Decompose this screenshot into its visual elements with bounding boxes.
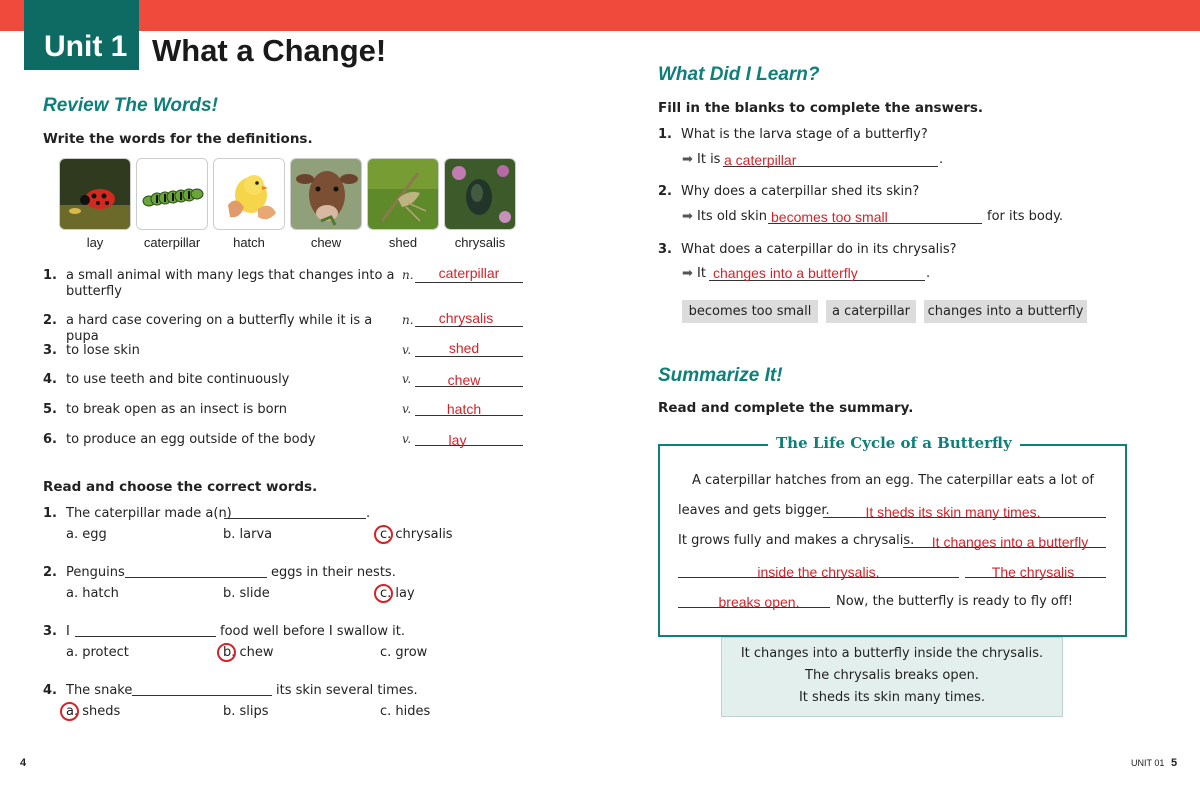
question-blank — [125, 577, 267, 578]
selected-answer-circle — [374, 584, 393, 603]
definition-number: 3. — [43, 343, 57, 358]
learn-question: What is the larva stage of a butterfly? — [681, 127, 928, 142]
word-bank-chip: changes into a butterfly — [924, 300, 1087, 323]
learn-answer-prefix: Its old skin — [697, 209, 767, 224]
word-label-caterpillar: caterpillar — [143, 235, 201, 250]
learn-answer-suffix: . — [939, 152, 944, 167]
review-instruction: Write the words for the definitions. — [43, 131, 313, 147]
option-a[interactable]: a. hatch — [66, 586, 119, 601]
arrow-icon: ➡ — [682, 152, 693, 167]
shed-skin-photo — [367, 158, 439, 230]
question-blank — [75, 636, 216, 637]
option-b[interactable]: b. chew — [223, 645, 274, 660]
footer-unit-label: UNIT 01 — [1131, 758, 1165, 768]
review-heading: Review The Words! — [43, 95, 218, 116]
question-text-end: food well before I swallow it. — [220, 624, 405, 639]
summary-title: The Life Cycle of a Butterfly — [768, 434, 1020, 452]
question-blank — [224, 518, 366, 519]
learn-answer: a caterpillar — [724, 152, 797, 168]
definition-text: to use teeth and bite continuously — [66, 372, 290, 387]
answer-blank — [415, 282, 523, 283]
summary-answer: breaks open. — [718, 594, 800, 610]
chrysalis-photo — [444, 158, 516, 230]
question-text: I — [66, 624, 70, 639]
definition-answer: chrysalis — [438, 310, 494, 326]
definition-text: to break open as an insect is born — [66, 402, 287, 417]
learn-answer: becomes too small — [771, 209, 888, 225]
summary-answer: inside the chrysalis. — [757, 564, 880, 580]
part-of-speech: v. — [402, 343, 412, 357]
definition-text: to produce an egg outside of the body — [66, 432, 316, 447]
learn-question-number: 3. — [658, 242, 672, 257]
learn-question-number: 1. — [658, 127, 672, 142]
clue-sentence: It sheds its skin many times. — [798, 690, 986, 705]
selected-answer-circle — [217, 643, 236, 662]
word-bank-chip: a caterpillar — [826, 300, 916, 323]
option-a[interactable]: a. protect — [66, 645, 129, 660]
ladybug-photo — [59, 158, 131, 230]
word-label-hatch: hatch — [233, 235, 265, 250]
definition-text: a small animal with many legs that changes into a butterfly — [66, 268, 395, 299]
word-label-lay: lay — [86, 235, 104, 250]
question-blank — [132, 695, 272, 696]
learn-answer-suffix: . — [926, 266, 931, 281]
option-c[interactable]: c. lay — [380, 586, 415, 601]
learn-question-number: 2. — [658, 184, 672, 199]
learn-answer-suffix: for its body. — [987, 209, 1064, 224]
definition-number: 4. — [43, 372, 57, 387]
learn-heading: What Did I Learn? — [658, 64, 820, 85]
arrow-icon: ➡ — [682, 266, 693, 281]
option-c[interactable]: c. hides — [380, 704, 431, 719]
option-b[interactable]: b. larva — [223, 527, 273, 542]
part-of-speech: v. — [402, 432, 412, 446]
part-of-speech: v. — [402, 402, 412, 416]
page-number-left: 4 — [20, 757, 27, 769]
definition-number: 5. — [43, 402, 57, 417]
learn-instruction: Fill in the blanks to complete the answers. — [658, 100, 984, 116]
clue-sentence: It changes into a butterfly inside the chrysalis. — [740, 646, 1044, 661]
summarize-heading: Summarize It! — [658, 365, 783, 386]
learn-answer-prefix: It — [697, 266, 706, 281]
summary-line-5-suffix: Now, the butterfly is ready to fly off! — [836, 594, 1074, 609]
question-number: 4. — [43, 683, 57, 698]
arrow-icon: ➡ — [682, 209, 693, 224]
question-text-end: eggs in their nests. — [271, 565, 396, 580]
definition-answer: hatch — [446, 401, 482, 417]
question-number: 3. — [43, 624, 57, 639]
option-a[interactable]: a. egg — [66, 527, 107, 542]
clue-sentence: The chrysalis breaks open. — [805, 668, 979, 683]
summary-answer: It changes into a butterfly — [931, 534, 1089, 550]
option-b[interactable]: b. slide — [223, 586, 270, 601]
definition-number: 1. — [43, 268, 57, 283]
question-text: The snake — [66, 683, 133, 698]
top-color-bar — [0, 0, 1200, 31]
definition-answer: caterpillar — [438, 265, 500, 281]
part-of-speech: v. — [402, 372, 412, 386]
word-label-shed: shed — [388, 235, 418, 250]
definition-number: 2. — [43, 313, 57, 328]
unit-title: What a Change! — [152, 33, 387, 68]
page-number-right: 5 — [1171, 757, 1178, 769]
option-c[interactable]: c. chrysalis — [380, 527, 453, 542]
summary-line-1: A caterpillar hatches from an egg. The caterpillar eats a lot of — [692, 473, 1094, 488]
definition-number: 6. — [43, 432, 57, 447]
question-number: 2. — [43, 565, 57, 580]
summary-line-3-prefix: It grows fully and makes a chrysalis. — [678, 533, 915, 548]
question-number: 1. — [43, 506, 57, 521]
question-text: Penguins — [66, 565, 125, 580]
definition-text: a hard case covering on a butterfly while it is a pupa — [66, 313, 373, 344]
word-bank-chip: becomes too small — [682, 300, 818, 323]
option-a[interactable]: a. sheds — [66, 704, 121, 719]
cow-photo — [290, 158, 362, 230]
unit-badge: Unit 1 — [24, 0, 139, 70]
word-label-chew: chew — [310, 235, 342, 250]
part-of-speech: n. — [402, 313, 414, 327]
summary-answer: The chrysalis — [991, 564, 1075, 580]
option-c[interactable]: c. grow — [380, 645, 428, 660]
answer-blank — [415, 356, 523, 357]
answer-blank — [415, 326, 523, 327]
definition-answer: chew — [447, 372, 481, 388]
question-text: The caterpillar made a(n) — [66, 506, 232, 521]
caterpillar-photo — [136, 158, 208, 230]
summary-line-2-prefix: leaves and gets bigger. — [678, 503, 830, 518]
choose-instruction: Read and choose the correct words. — [43, 479, 318, 495]
definition-answer: lay — [448, 432, 467, 448]
learn-question: What does a caterpillar do in its chrysalis? — [681, 242, 957, 257]
definition-answer: shed — [448, 340, 480, 356]
word-label-chrysalis: chrysalis — [454, 235, 506, 250]
question-text-end: . — [366, 506, 371, 521]
selected-answer-circle — [374, 525, 393, 544]
part-of-speech: n. — [402, 268, 414, 282]
summarize-instruction: Read and complete the summary. — [658, 400, 914, 416]
definition-text: to lose skin — [66, 343, 140, 358]
learn-question: Why does a caterpillar shed its skin? — [681, 184, 920, 199]
chick-photo — [213, 158, 285, 230]
summary-answer: It sheds its skin many times. — [865, 504, 1041, 520]
selected-answer-circle — [60, 702, 79, 721]
learn-answer-prefix: It is — [697, 152, 721, 167]
learn-answer: changes into a butterfly — [713, 265, 858, 281]
question-text-end: its skin several times. — [276, 683, 418, 698]
option-b[interactable]: b. slips — [223, 704, 269, 719]
